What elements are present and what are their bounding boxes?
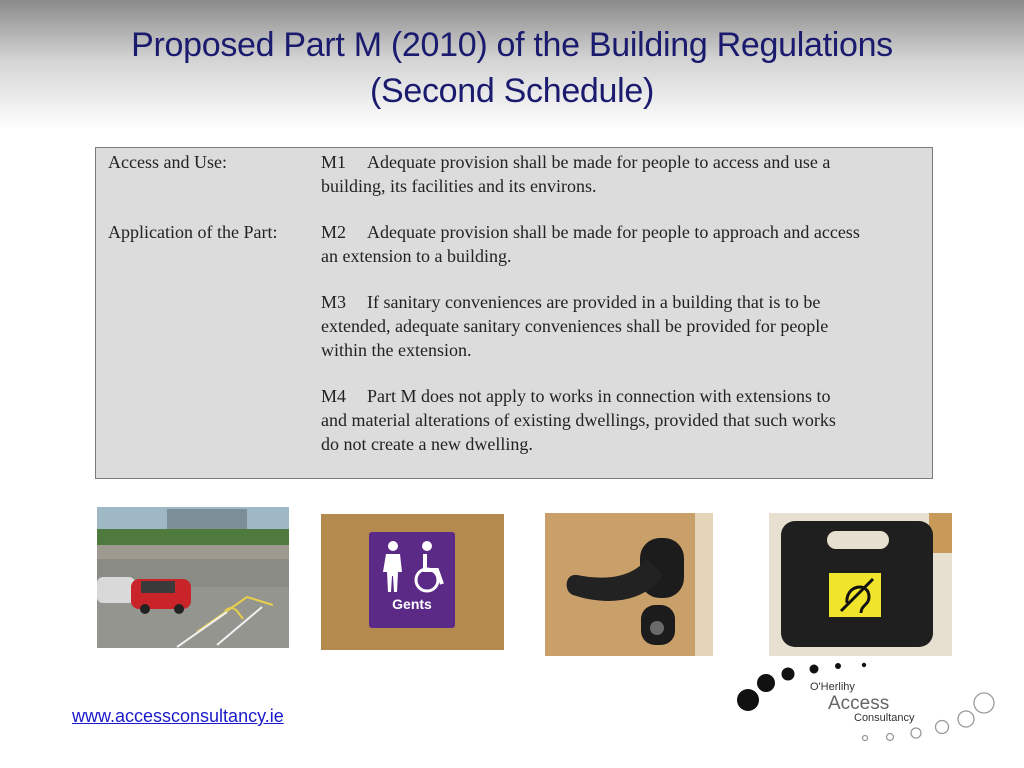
- logo-line-2: Access: [828, 693, 890, 714]
- title-line-2: (Second Schedule): [369, 72, 655, 110]
- door-handle-icon: [545, 513, 713, 656]
- clause-m3: [321, 290, 931, 362]
- door-handle-photo: [545, 513, 713, 656]
- title-line-1: Proposed Part M (2010) of the Building Regulations: [131, 26, 893, 64]
- clause-m1: [321, 150, 931, 198]
- parking-photo: [97, 507, 289, 648]
- clause-text: an extension to a building.: [321, 246, 512, 266]
- clause-text: Adequate provision shall be made for people to approach and access: [367, 222, 860, 242]
- clause-text: building, its facilities and its environs.: [321, 176, 597, 196]
- company-logo: [730, 655, 1024, 765]
- schedule-panel: [95, 147, 933, 479]
- clause-text: within the extension.: [321, 340, 472, 360]
- access-use-label: Access and Use:: [108, 152, 227, 172]
- clause-code: M4: [321, 386, 347, 406]
- clause-text: If sanitary conveniences are provided in a building that is to be: [367, 292, 821, 312]
- male-wheelchair-icon: [369, 532, 455, 596]
- clause-text: do not create a new dwelling.: [321, 434, 533, 454]
- clause-m2: [321, 220, 931, 268]
- clause-m4: [321, 384, 931, 456]
- clause-code: M1: [321, 152, 347, 172]
- clause-text: Adequate provision shall be made for people to access and use a: [367, 152, 831, 172]
- parking-scene-icon: [97, 507, 289, 648]
- gents-sign-photo: [321, 514, 504, 650]
- logo-line-3: Consultancy: [854, 712, 915, 724]
- hearing-loop-icon: [769, 513, 952, 656]
- application-label: Application of the Part:: [108, 222, 278, 242]
- gents-sign-label: Gents: [392, 596, 432, 612]
- hearing-loop-photo: [769, 513, 952, 656]
- clause-code: M2: [321, 222, 347, 242]
- clause-text: Part M does not apply to works in connection with extensions to: [367, 386, 831, 406]
- website-link[interactable]: www.accessconsultancy.ie: [72, 706, 284, 726]
- clause-code: M3: [321, 292, 347, 312]
- clause-text: extended, adequate sanitary conveniences shall be provided for people: [321, 316, 829, 336]
- slide-title: [0, 22, 1024, 114]
- clause-text: and material alterations of existing dwellings, provided that such works: [321, 410, 836, 430]
- logo-line-1: O'Herlihy: [810, 681, 855, 693]
- gents-sign: [369, 532, 455, 628]
